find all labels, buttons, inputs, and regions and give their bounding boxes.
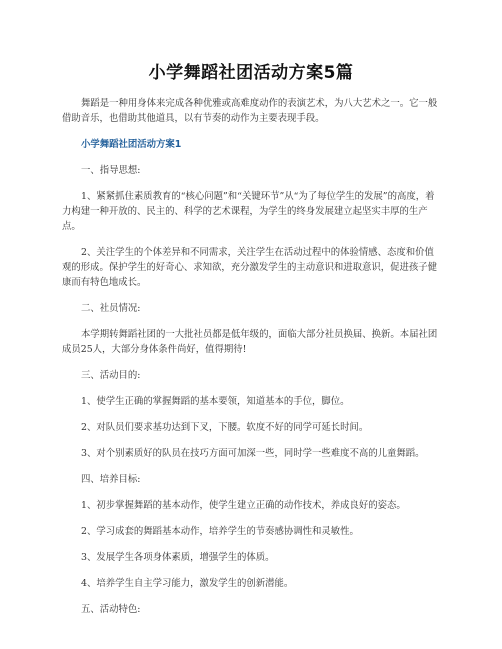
heading-features: 五、活动特色:: [81, 604, 141, 615]
paragraph-purpose-3: 3、对个别素质好的队员在技巧方面可加深一些，同时学一些难度不高的儿童舞蹈。: [81, 448, 425, 459]
heading-members: 二、社员情况:: [81, 303, 141, 314]
document-body: [62, 96, 442, 628]
paragraph-goals-4: 4、培养学生自主学习能力，激发学生的创新潜能。: [81, 578, 294, 589]
paragraph-guiding-1: 1、紧紧抓住素质教育的“核心问题”和“关键环节”从“为了每位学生的发展”的高度，着力构建一种开放的、民主的、科学的艺术课程，为学生的终身发展建立起坚实丰厚的生产点。: [62, 191, 435, 232]
paragraph-members: 本学期转舞蹈社团的一大批社员都是低年级的，面临大部分社员换届、换新。本届社团成员25人，大部分身体条件尚好，值得期待!: [62, 329, 438, 355]
heading-guiding-thought: 一、指导思想:: [81, 165, 141, 176]
paragraph-purpose-2: 2、对队员们要求基功达到下叉，下腰。软度不好的同学可延长时间。: [81, 422, 369, 433]
intro-paragraph: 舞蹈是一种用身体来完成各种优雅或高难度动作的表演艺术，为八大艺术之一。它一般借助音乐，也借助其他道具，以有节奏的动作为主要表现手段。: [62, 98, 438, 124]
heading-goals: 四、培养目标:: [81, 474, 141, 485]
document-title: 小学舞蹈社团活动方案5篇: [148, 63, 354, 83]
paragraph-purpose-1: 1、使学生正确的掌握舞蹈的基本要领，知道基本的手位，脚位。: [81, 396, 350, 407]
paragraph-goals-2: 2、学习成套的舞蹈基本动作，培养学生的节奏感协调性和灵敏性。: [81, 526, 359, 537]
paragraph-goals-3: 3、发展学生各项身体素质，增强学生的体质。: [81, 552, 275, 563]
section-subtitle: 小学舞蹈社团活动方案1: [81, 139, 182, 150]
paragraph-guiding-2: 2、关注学生的个体差异和不同需求，关注学生在活动过程中的体验情感、态度和价值观的形成。保护学生的好奇心、求知欲，充分激发学生的主动意识和进取意识，促进孩子健康而有特色地成长。: [62, 247, 438, 288]
heading-purpose: 三、活动目的:: [81, 370, 141, 381]
paragraph-goals-1: 1、初步掌握舞蹈的基本动作，使学生建立正确的动作技术，养成良好的姿态。: [81, 500, 406, 511]
